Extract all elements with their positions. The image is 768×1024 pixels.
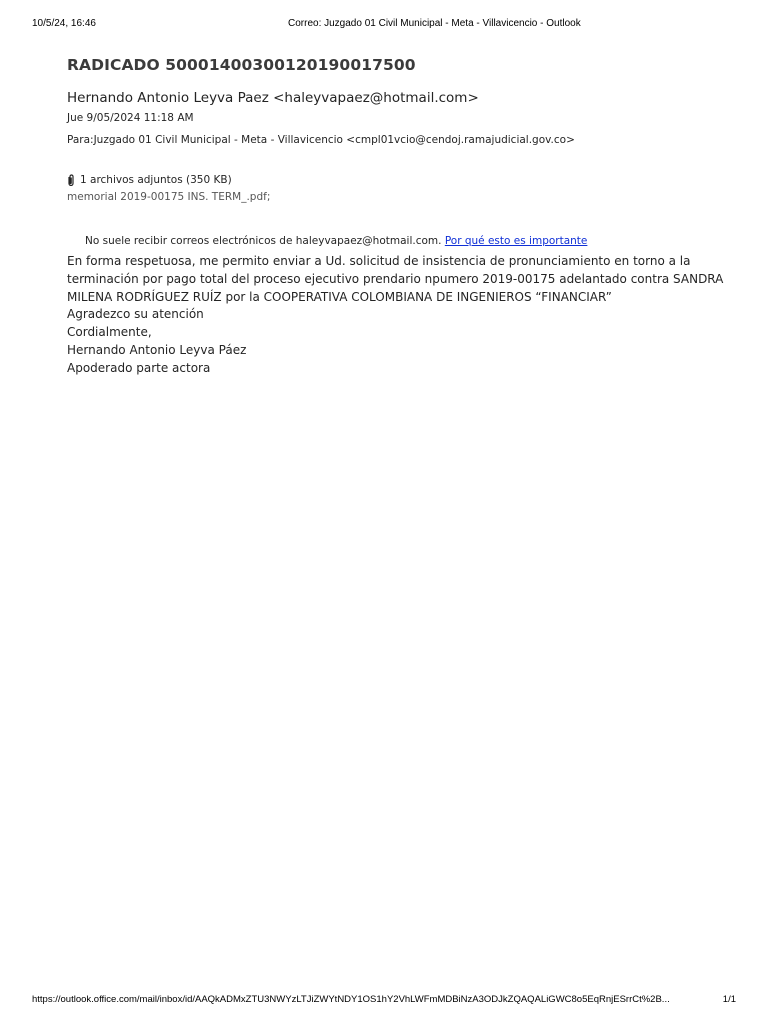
paperclip-icon (67, 174, 75, 186)
email-subject: RADICADO 50001400300120190017500 (67, 56, 416, 74)
print-url: https://outlook.office.com/mail/inbox/id/AAQkADMxZTU3NWYzLTJiZWYtNDY1OS1hY2VhLWFmMDBiNzA3ODJkZQAQALiGWC8o5EqRnjESrrCt%2B... (32, 994, 670, 1005)
attachment-file-name[interactable]: memorial 2019-00175 INS. TERM_.pdf; (67, 191, 271, 203)
email-reading-pane (67, 56, 727, 378)
email-date: Jue 9/05/2024 11:18 AM (67, 112, 194, 124)
body-line-closing: Cordialmente, (67, 325, 152, 340)
attachments-summary (67, 172, 727, 188)
why-important-link[interactable]: Por qué esto es importante (444, 235, 588, 247)
body-paragraph: En forma respetuosa, me permito enviar a Ud. solicitud de insistencia de pronunciamiento en torno a la terminación por pago total del proceso ejecutivo prendario npumero 2019-00175 adelantado contra SANDRA MILENA RODRÍGUEZ RUÍZ por la COOPERATIVA COLOMBIANA DE INGENIEROS “FINANCIAR” (67, 254, 724, 304)
external-sender-notice (85, 235, 727, 251)
print-header (32, 18, 736, 32)
body-line-thanks: Agradezco su atención (67, 307, 204, 322)
print-footer (32, 994, 736, 1008)
body-line-signature-role: Apoderado parte actora (67, 360, 211, 375)
print-datetime: 10/5/24, 16:46 (32, 18, 96, 29)
body-line-signature-name: Hernando Antonio Leyva Páez (67, 342, 247, 357)
attachments-count-label: 1 archivos adjuntos (350 KB) (80, 174, 232, 186)
email-sender[interactable]: Hernando Antonio Leyva Paez <haleyvapaez@hotmail.com> (67, 90, 479, 106)
email-body (67, 253, 727, 378)
notice-text: No suele recibir correos electrónicos de haleyvapaez@hotmail.com. (85, 235, 442, 247)
print-page-number: 1/1 (722, 994, 736, 1005)
print-page-title: Correo: Juzgado 01 Civil Municipal - Meta - Villavicencio - Outlook (288, 18, 581, 29)
email-recipients: Para:Juzgado 01 Civil Municipal - Meta - Villavicencio <cmpl01vcio@cendoj.ramajudicial.gov.co> (67, 134, 575, 146)
